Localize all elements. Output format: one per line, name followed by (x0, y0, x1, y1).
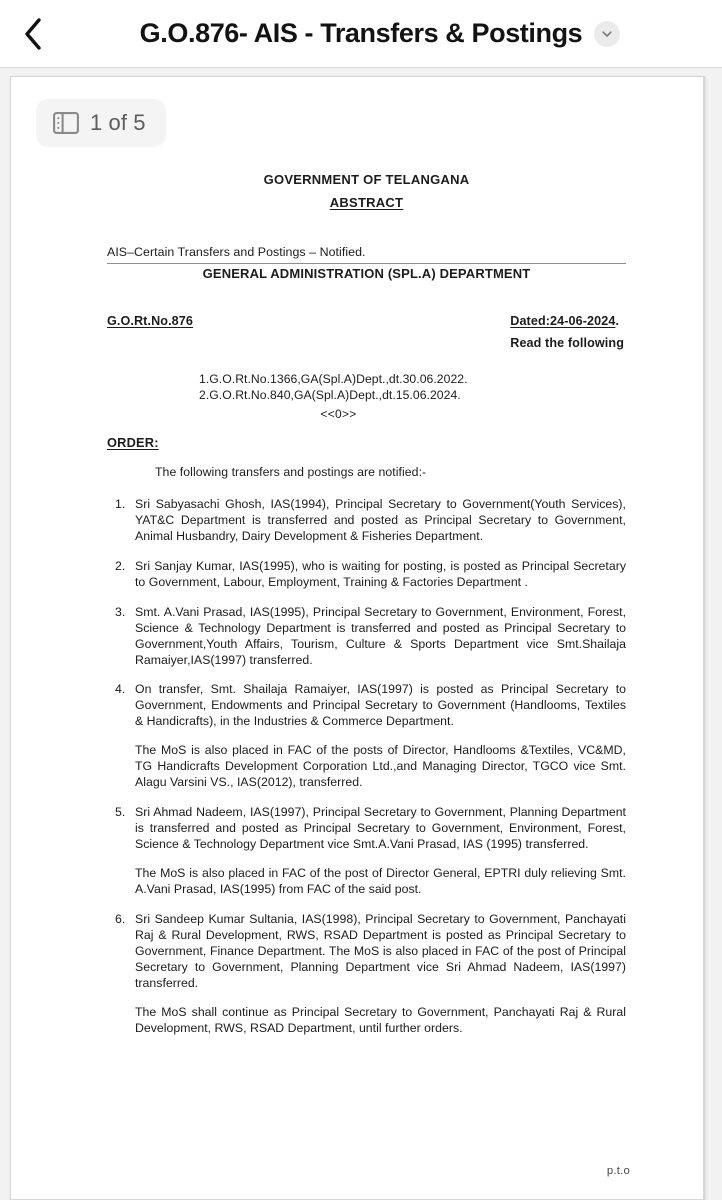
order-item (107, 805, 626, 898)
order-item-body (135, 682, 626, 791)
department-line: GENERAL ADMINISTRATION (SPL.A) DEPARTMENT (202, 266, 531, 282)
document-page (10, 76, 705, 1200)
read-the-following-label: Read the following (510, 335, 624, 350)
order-item-number: 1. (115, 496, 126, 511)
app-header (0, 0, 722, 68)
order-heading: ORDER: (107, 434, 159, 450)
chevron-down-icon (600, 27, 614, 41)
order-item-paragraph: Sri Ahmad Nadeem, IAS(1997), Principal Secretary to Government, Planning Department is transferred and posted as Principal Secretary to Government, Environment, Forest, Science & Technology Department vice Smt.A.Vani Prasad, IAS (1995) transferred. (135, 805, 626, 852)
page-count-label: 1 of 5 (90, 110, 146, 135)
order-intro-text: The following transfers and postings are notified:- (155, 464, 427, 479)
section-marker: <<0>> (320, 407, 357, 422)
abstract-label: ABSTRACT (329, 194, 404, 210)
order-item-number: 6. (115, 912, 126, 927)
order-item-body (135, 497, 626, 545)
expand-title-button[interactable] (594, 21, 620, 47)
reference-list (199, 371, 626, 403)
subject-line: AIS–Certain Transfers and Postings – Notified. (107, 245, 366, 260)
order-item-paragraph: Sri Sabyasachi Ghosh, IAS(1994), Principal Secretary to Government(Youth Services), YAT&C Department is transferred and posted as Principal Secretary to Government, Animal Husbandry, Dairy Development & Fisheries Department. (135, 496, 626, 543)
order-item (107, 605, 626, 669)
order-date-suffix: . (615, 313, 620, 328)
go-number: G.O.Rt.No.876 (107, 313, 193, 328)
order-item-number: 3. (115, 604, 126, 619)
government-title: GOVERNMENT OF TELANGANA (263, 172, 470, 187)
order-date-row (510, 313, 624, 329)
order-item-body (135, 559, 626, 591)
order-meta-row (107, 313, 626, 351)
order-item-paragraph: The MoS is also placed in FAC of the posts of Director, Handlooms &Textiles, VC&MD, TG Handicrafts Development Corporation Ltd.,and Managing Director, TGCO vice Smt. Alagu Varsini VS., IAS(2012), transferred. (135, 743, 626, 790)
order-item (107, 682, 626, 791)
page-title: G.O.876- AIS - Transfers & Postings (139, 18, 583, 48)
order-item-paragraph: On transfer, Smt. Shailaja Ramaiyer, IAS(1997) is posted as Principal Secretary to Government, Endowments and Principal Secretary to Government (Handlooms, Textiles & Handicrafts), in the Industries & Commerce Department. (135, 682, 626, 729)
order-item-paragraph: The MoS is also placed in FAC of the post of Director General, EPTRI duly relieving Smt. A.Vani Prasad, IAS(1995) from FAC of the said post. (135, 866, 626, 897)
order-item-paragraph: Smt. A.Vani Prasad, IAS(1995), Principal Secretary to Government, Environment, Forest, Science & Technology Department is transferred and posted as Principal Secretary to Government,Youth Affairs, Tourism, Culture & Sports Department vice Smt.Shailaja Ramaiyer,IAS(1997) transferred. (135, 604, 626, 667)
order-item-number: 2. (115, 558, 126, 573)
reference-item: 1.G.O.Rt.No.1366,GA(Spl.A)Dept.,dt.30.06.2022. (199, 371, 468, 386)
header-title-group (56, 18, 712, 49)
page-count-badge[interactable] (36, 99, 166, 147)
order-item (107, 559, 626, 591)
back-button[interactable] (10, 11, 56, 57)
order-item-number: 4. (115, 682, 126, 697)
document-viewer-surface[interactable] (0, 68, 722, 1200)
scanned-document-content (11, 77, 705, 1200)
subject-divider (107, 263, 626, 264)
order-item-paragraph: Sri Sanjay Kumar, IAS(1995), who is waiting for posting, is posted as Principal Secretary to Government, Labour, Employment, Training & Factories Department . (135, 558, 626, 589)
order-item-paragraph: Sri Sandeep Kumar Sultania, IAS(1998), Principal Secretary to Government, Panchayati Raj & Rural Development, RWS, RSAD Department is posted as Principal Secretary to Government, Finance Department. The MoS is also placed in FAC of the post of Principal Secretary to Government, Planning Department vice Sri Ahmad Nadeem, IAS(1997) transferred. (135, 912, 626, 991)
order-item-paragraph: The MoS shall continue as Principal Secretary to Government, Panchayati Raj & Rural Development, RWS, RSAD Department, until further orders. (135, 1005, 626, 1036)
order-item (107, 912, 626, 1037)
order-item-body (135, 912, 626, 1037)
order-meta-right (510, 313, 626, 351)
order-item-body (135, 805, 626, 898)
order-item-body (135, 605, 626, 669)
chevron-left-icon (22, 17, 44, 51)
order-item-number: 5. (115, 805, 126, 820)
pages-thumbnail-icon (53, 112, 79, 134)
page-turn-note: p.t.o (606, 1165, 630, 1178)
order-item (107, 497, 626, 545)
reference-item: 2.G.O.Rt.No.840,GA(Spl.A)Dept.,dt.15.06.2024. (199, 388, 461, 403)
order-date: Dated:24-06-2024 (510, 313, 616, 328)
